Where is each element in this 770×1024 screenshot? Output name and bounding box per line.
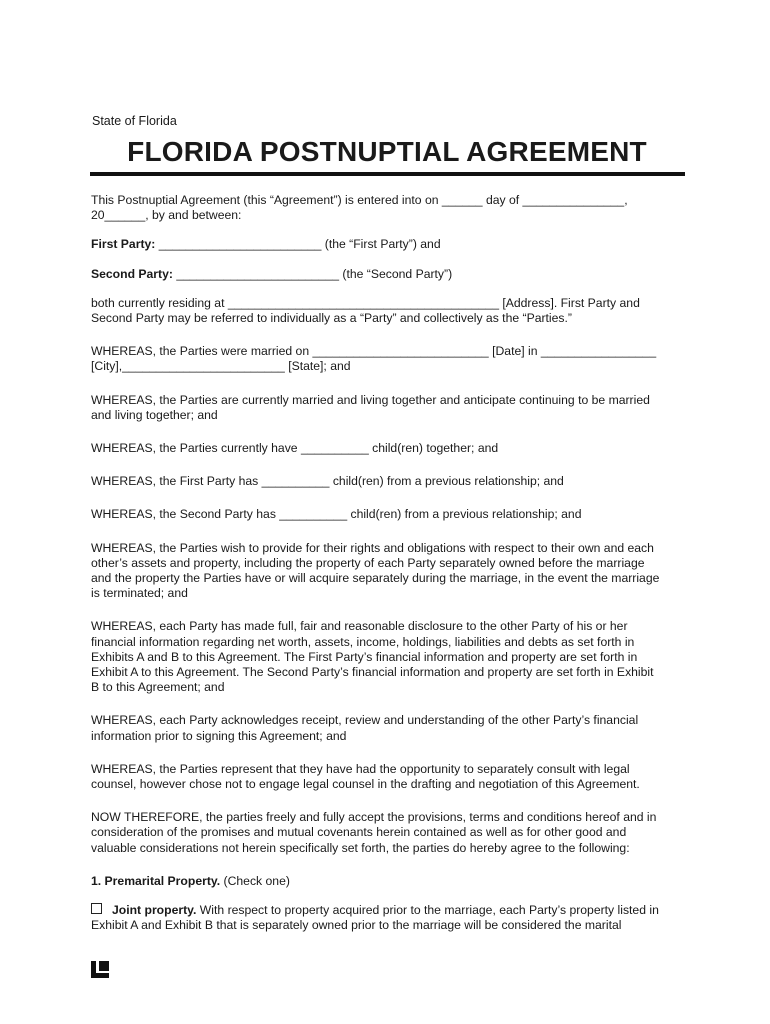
joint-property-line: With respect to property acquired prior to the marriage, each Party’s property listed in <box>196 903 659 918</box>
joint-property-line: Exhibit A and Exhibit B that is separately owned prior to the marriage will be considered the marital <box>91 918 622 933</box>
whereas-line: B to this Agreement; and <box>91 680 225 695</box>
whereas-first-party-children: WHEREAS, the First Party has __________ child(ren) from a previous relationship; and <box>91 474 564 489</box>
whereas-line: other’s assets and property, including the property of each Party separately owned before the marriage <box>91 555 645 570</box>
logo-icon <box>91 961 109 978</box>
second-party-label: Second Party: <box>91 266 173 281</box>
joint-property-checkbox[interactable] <box>91 903 102 914</box>
section-1-title: 1. Premarital Property. <box>91 873 221 888</box>
whereas-line: WHEREAS, each Party acknowledges receipt, review and understanding of the other Party’s financial <box>91 713 639 728</box>
now-therefore-line: consideration of the promises and mutual covenants herein contained as well as for other good and <box>91 825 627 840</box>
section-1-note: (Check one) <box>220 873 290 888</box>
whereas-line: information prior to signing this Agreement; and <box>91 728 347 743</box>
whereas-line: is terminated; and <box>91 586 188 601</box>
whereas-line: Exhibit A to this Agreement. The Second Party’s financial information and property are set forth in Exhibit <box>91 665 654 680</box>
whereas-married-paragraph <box>91 344 691 374</box>
whereas-line: Exhibits A and B to this Agreement. The First Party’s financial information and property are set forth in <box>91 649 638 664</box>
residence-paragraph <box>91 296 691 326</box>
whereas-line: WHEREAS, each Party has made full, fair and reasonable disclosure to the other Party of his or her <box>91 619 628 634</box>
now-therefore-line: NOW THEREFORE, the parties freely and fully accept the provisions, terms and conditions hereof and in <box>91 810 657 825</box>
joint-property-label: Joint property. <box>112 903 197 918</box>
residence-line: Second Party may be referred to individually as a “Party” and collectively as the “Parties.” <box>91 311 572 326</box>
second-party-line <box>91 267 691 282</box>
whereas-line: counsel, however chose not to engage legal counsel in the drafting and negotiation of this Agreement. <box>91 777 640 792</box>
whereas-acknowledge-paragraph <box>91 713 691 743</box>
state-label: State of Florida <box>92 114 177 128</box>
first-party-line <box>91 237 691 252</box>
whereas-children-together: WHEREAS, the Parties currently have __________ child(ren) together; and <box>91 441 499 456</box>
intro-paragraph <box>91 193 691 223</box>
page-title: FLORIDA POSTNUPTIAL AGREEMENT <box>127 136 647 167</box>
whereas-disclosure-paragraph <box>91 619 691 695</box>
whereas-living-paragraph <box>91 393 691 423</box>
document-body <box>91 193 691 934</box>
title-divider <box>90 172 685 176</box>
residence-line: both currently residing at ________________________________________ [Address]. First Party and <box>91 295 640 310</box>
whereas-line: WHEREAS, the Parties are currently married and living together and anticipate continuing to be married <box>91 392 650 407</box>
whereas-line: financial information regarding net worth, assets, income, holdings, liabilities and debts as set forth in <box>91 634 635 649</box>
joint-property-paragraph <box>91 903 691 933</box>
section-1-heading <box>91 874 691 889</box>
whereas-counsel-paragraph <box>91 762 691 792</box>
whereas-line: WHEREAS, the Parties wish to provide for their rights and obligations with respect to their own and each <box>91 540 654 555</box>
whereas-line: and living together; and <box>91 407 218 422</box>
second-party-blank: ________________________ (the “Second Party”) <box>172 266 453 281</box>
intro-line: This Postnuptial Agreement (this “Agreement”) is entered into on ______ day of _______________, <box>91 193 628 207</box>
first-party-blank: ________________________ (the “First Party”) and <box>155 237 441 252</box>
whereas-line: [City],________________________ [State]; and <box>91 359 351 374</box>
whereas-line: and the property the Parties have or will acquire separately during the marriage, in the event the marriage <box>91 571 660 586</box>
now-therefore-line: valuable considerations not herein specifically set forth, the parties do hereby agree to the following: <box>91 840 630 855</box>
whereas-rights-paragraph <box>91 541 691 602</box>
first-party-label: First Party: <box>91 237 156 252</box>
intro-line: 20______, by and between: <box>91 208 242 223</box>
whereas-second-party-children: WHEREAS, the Second Party has __________ child(ren) from a previous relationship; and <box>91 507 582 522</box>
now-therefore-paragraph <box>91 810 691 856</box>
whereas-line: WHEREAS, the Parties represent that they have had the opportunity to separately consult with legal <box>91 761 630 776</box>
whereas-line: WHEREAS, the Parties were married on __________________________ [Date] in _________________ <box>91 344 657 359</box>
